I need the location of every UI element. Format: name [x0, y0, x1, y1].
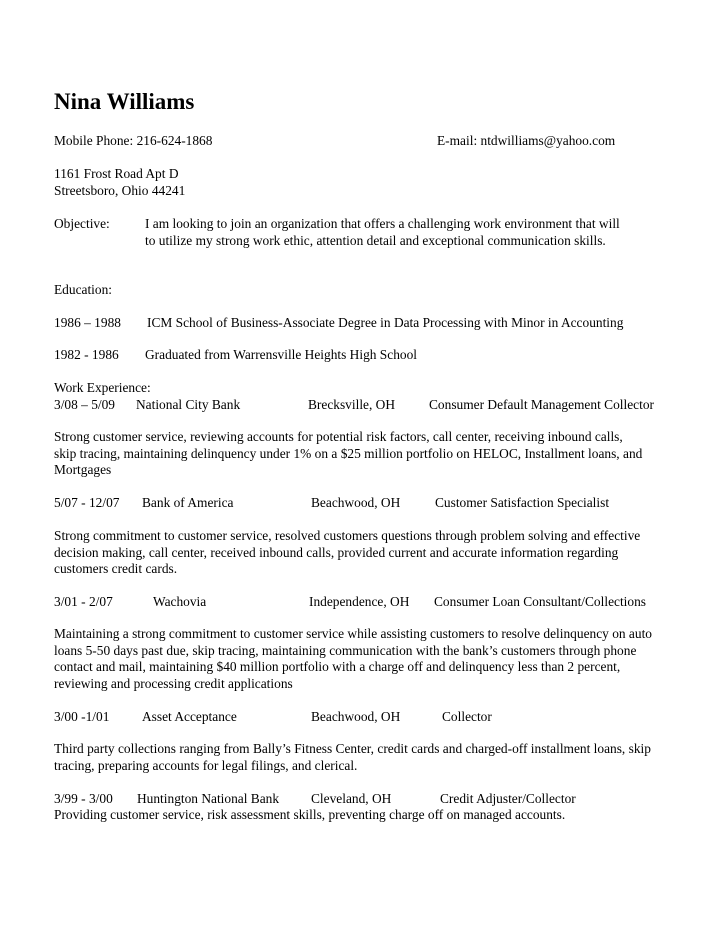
description-line: Third party collections ranging from Bally’s Fitness Center, credit cards and charged-off installment loans, skip — [54, 741, 651, 756]
job-employer: Bank of America — [142, 495, 234, 510]
job-description — [54, 807, 704, 824]
education-dates: 1986 – 1988 — [54, 315, 121, 330]
description-line: reviewing and processing credit applications — [54, 675, 293, 691]
description-line: customers credit cards. — [54, 561, 178, 576]
job-title: Collector — [442, 709, 492, 724]
job-description — [54, 741, 704, 774]
job-dates: 3/01 - 2/07 — [54, 594, 113, 609]
job-dates: 3/99 - 3/00 — [54, 791, 113, 806]
description-line: skip tracing, maintaining delinquency under 1% on a $25 million portfolio on HELOC, Installment loans, and — [54, 445, 643, 461]
job-description — [54, 528, 704, 578]
candidate-name: Nina Williams — [54, 89, 195, 114]
objective-label: Objective: — [54, 216, 110, 231]
job-description — [54, 429, 704, 479]
objective-text-line-1: I am looking to join an organization that offers a challenging work environment that will — [145, 216, 620, 231]
job-title: Credit Adjuster/Collector — [440, 791, 576, 806]
job-dates: 3/08 – 5/09 — [54, 397, 116, 412]
education-dates: 1982 - 1986 — [54, 347, 119, 362]
job-title: Consumer Loan Consultant/Collections — [434, 594, 647, 609]
job-location: Independence, OH — [309, 594, 410, 609]
description-line: Maintaining a strong commitment to customer service while assisting customers to resolve delinquency on auto — [54, 626, 652, 641]
education-detail: Graduated from Warrensville Heights High School — [145, 347, 418, 362]
description-line: Mortgages — [54, 462, 112, 477]
job-description — [54, 626, 704, 692]
job-location: Beachwood, OH — [311, 709, 401, 724]
email: E-mail: ntdwilliams@yahoo.com — [437, 133, 616, 148]
work-experience-heading: Work Experience: — [54, 380, 151, 395]
mobile-phone: Mobile Phone: 216-624-1868 — [54, 133, 213, 148]
education-heading: Education: — [54, 282, 113, 297]
job-dates: 5/07 - 12/07 — [54, 495, 120, 510]
job-location: Brecksville, OH — [308, 397, 396, 412]
description-line: contact and mail, maintaining $40 million portfolio with a charge off and delinquency less than 2 percent, — [54, 659, 621, 674]
description-line: decision making, call center, received inbound calls, provided current and accurate information regarding — [54, 544, 619, 560]
description-line: Strong customer service, reviewing accounts for potential risk factors, call center, receiving inbound calls, — [54, 429, 623, 444]
objective-text-line-2: to utilize my strong work ethic, attention detail and exceptional communication skills. — [145, 233, 606, 248]
job-dates: 3/00 -1/01 — [54, 709, 110, 724]
job-location: Beachwood, OH — [311, 495, 401, 510]
job-employer: National City Bank — [136, 397, 241, 412]
job-employer: Wachovia — [153, 594, 207, 609]
education-detail: ICM School of Business-Associate Degree in Data Processing with Minor in Accounting — [147, 315, 624, 330]
address-line-1: 1161 Frost Road Apt D — [54, 166, 179, 181]
job-title: Consumer Default Management Collector — [429, 397, 654, 412]
description-line: loans 5-50 days past due, skip tracing, maintaining communication with the bank’s customers through phone — [54, 642, 637, 658]
description-line: Providing customer service, risk assessment skills, preventing charge off on managed accounts. — [54, 807, 566, 822]
description-line: tracing, preparing accounts for legal filings, and clerical. — [54, 757, 358, 773]
job-title: Customer Satisfaction Specialist — [435, 495, 610, 510]
job-employer: Huntington National Bank — [137, 791, 280, 806]
job-employer: Asset Acceptance — [142, 709, 237, 724]
job-location: Cleveland, OH — [311, 791, 392, 806]
description-line: Strong commitment to customer service, resolved customers questions through problem solving and effective — [54, 528, 641, 543]
address-line-2: Streetsboro, Ohio 44241 — [54, 183, 186, 198]
